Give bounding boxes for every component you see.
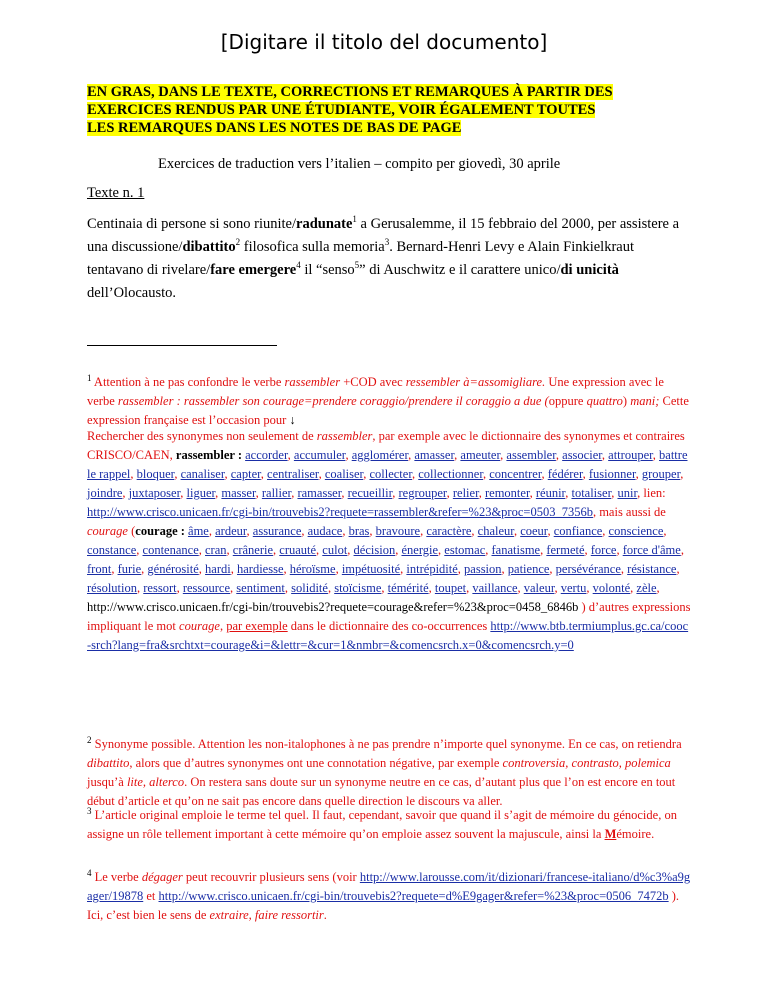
synonym-link[interactable]: ressource [182,581,231,595]
synonym-link[interactable]: regrouper [398,486,447,500]
synonym-link[interactable]: sentiment [236,581,285,595]
synonym-link[interactable]: assembler [506,448,556,462]
synonym-link[interactable]: volonté [592,581,631,595]
document-header: [Digitare il titolo del documento] [220,30,548,54]
warning-line-3: LES REMARQUES DANS LES NOTES DE BAS DE PAGE [87,120,462,136]
synonym-link[interactable]: capter [230,467,261,481]
synonym-link[interactable]: totaliser [571,486,612,500]
warning-line-2: EXERCICES RENDUS PAR UNE ÉTUDIANTE, VOIR ÉGALEMENT TOUTES [87,102,596,118]
synonym-link[interactable]: coeur [520,524,548,538]
termium-link[interactable]: http://www.btb.termiumplus.gc.ca/cooc-srch?lang=fra&srchtxt=courage&i=&lettr=&cur=1&nmbr=&comencsrch.x=0&comencsrch.y=0 [87,619,689,652]
synonym-link[interactable]: assurance [252,524,302,538]
crisco-link-rassembler[interactable]: http://www.crisco.unicaen.fr/cgi-bin/trouvebis2?requete=rassembler&refer=%23&proc=0503_7356b [87,505,593,519]
synonym-link[interactable]: audace [307,524,343,538]
synonym-link[interactable]: passion [464,562,502,576]
synonym-link[interactable]: culot [322,543,348,557]
synonym-link[interactable]: rallier [261,486,292,500]
synonym-link[interactable]: fermeté [546,543,585,557]
synonym-link[interactable]: joindre [87,486,123,500]
synonym-link[interactable]: valeur [523,581,555,595]
synonym-link[interactable]: zèle [636,581,657,595]
synonym-link[interactable]: résistance [627,562,677,576]
footnote-1-synonyms: Rechercher des synonymes non seulement de rassembler, par exemple avec le dictionnaire des synonymes et contraires CRISCO/CAEN, rassembler : accorder, accumuler, agglomérer, amasser, ameuter, assembler, associer, attrouper, battre le rappel, bloquer, canaliser, capter, centraliser, coaliser, collecter, collectionner, concentrer, fédérer, fusionner, grouper, joindre, juxtaposer, liguer, masser, rallier, ramasser, recueillir, regrouper, relier, remonter, réunir, totaliser, unir, lien: http://www.crisco.unicaen.fr/cgi-bin/trouvebis2?requete=rassembler&refer=%23&proc=0503_7356b, mais aussi de courage (courage : âme, ardeur, assurance, audace, bras, bravoure, caractère, chaleur, coeur, confiance, conscience, constance, contenance, cran, crânerie, cruauté, culot, décision, énergie, estomac, fanatisme, fermeté, force, force d'âme, front, furie, générosité, hardi, hardiesse, héroïsme, impétuosité, intrépidité, passion, patience, persévérance, résistance, résolution, ressort, ressource, sentiment, solidité, stoïcisme, témérité, toupet, vaillance, valeur, vertu, volonté, zèle, http://www.crisco.unicaen.fr/cgi-bin/trouvebis2?requete=courage&refer=%23&proc=0458_6846b ) d’autres expressions impliquant le mot courage, par exemple dans le dictionnaire des co-occurrences http://www.btb.termiumplus.gc.ca/cooc-srch?lang=fra&srchtxt=courage&i=&lettr=&cur=1&nmbr=&comencsrch.x=0&comencsrch.y=0 [87,429,691,652]
synonym-link[interactable]: fusionner [588,467,636,481]
synonym-link[interactable]: front [87,562,112,576]
synonym-link[interactable]: vertu [560,581,587,595]
synonym-link[interactable]: énergie [401,543,439,557]
synonym-link[interactable]: générosité [147,562,199,576]
synonym-link[interactable]: chaleur [477,524,514,538]
synonym-link[interactable]: caractère [426,524,472,538]
synonym-link[interactable]: ramasser [297,486,342,500]
synonym-link[interactable]: impétuosité [341,562,401,576]
larousse-link[interactable]: http://www.larousse.com/it/dizionari/francese-italiano/d%c3%a9gager/19878 [87,870,691,903]
down-arrow-icon: ↓ [289,413,296,427]
synonym-link[interactable]: contenance [142,543,199,557]
footnote-3: $^3$ L’article original emploie le terme tel quel. Il faut, cependant, savoir que quand il s’agit de mémoire du génocide, on assigne un rôle tellement important à cette mémoire qu’on emploie assez souvent la majuscule, ainsi la Mémoire. [87,805,677,841]
synonym-link[interactable]: remonter [484,486,530,500]
synonym-link[interactable]: juxtaposer [128,486,181,500]
texte-label: Texte n. 1 [87,185,145,201]
synonym-link[interactable]: accumuler [293,448,346,462]
synonym-link[interactable]: ameuter [460,448,501,462]
synonym-link[interactable]: ardeur [215,524,247,538]
synonym-link[interactable]: estomac [444,543,486,557]
synonym-link[interactable]: bras [348,524,370,538]
synonym-link[interactable]: concentrer [489,467,542,481]
synonym-link[interactable]: unir [617,486,638,500]
synonym-link[interactable]: confiance [553,524,603,538]
synonym-link[interactable]: liguer [186,486,216,500]
synonym-link[interactable]: patience [507,562,550,576]
synonym-link[interactable]: associer [562,448,602,462]
synonym-link[interactable]: furie [117,562,142,576]
exercise-subtitle: Exercices de traduction vers l’italien – compito per giovedì, 30 aprile [158,156,561,172]
synonym-link[interactable]: vaillance [472,581,518,595]
footnote-separator [87,345,277,346]
synonym-link[interactable]: amasser [414,448,455,462]
synonym-link[interactable]: ressort [143,581,177,595]
crisco-link-courage[interactable]: http://www.crisco.unicaen.fr/cgi-bin/trouvebis2?requete=courage&refer=%23&proc=0458_6846b [87,600,579,614]
synonym-link[interactable]: réunir [535,486,566,500]
synonym-link[interactable]: crânerie [232,543,274,557]
crisco-link-degager[interactable]: http://www.crisco.unicaen.fr/cgi-bin/trouvebis2?requete=d%E9gager&refer=%23&proc=0506_7472b [158,889,669,903]
footnote-1: $^1$ Attention à ne pas confondre le verbe rassembler +COD avec ressembler à=assomigliare. Une expression avec le verbe rassembler : rassembler son courage=prendere coraggio/prendere il coraggio a due (oppure quattro) mani; Cette expression française est l’occasion pour ↓ [87,372,689,427]
italian-paragraph: Centinaia di persone si sono riunite/radunate$^1$ a Gerusalemme, il 15 febbraio del 2000, per assistere a una discussione/dibattito$^2$ filosofica sulla memoria$^3$. Bernard-Henri Levy e Alain Finkielkraut tentavano di rivelare/fare emergere$^4$ il “senso$^5$” di Auschwitz e il carattere unico/di unicità dell’Olocausto. [87,214,680,301]
synonym-link[interactable]: toupet [434,581,467,595]
synonym-link[interactable]: collectionner [418,467,483,481]
synonym-link[interactable]: relier [452,486,479,500]
synonym-link[interactable]: force [590,543,617,557]
synonym-link[interactable]: intrépidité [406,562,458,576]
synonym-link[interactable]: âme [188,524,209,538]
synonym-link[interactable]: héroïsme [289,562,336,576]
highlighted-warning [87,83,687,137]
synonym-list-courage: âme, ardeur, assurance, audace, bras, bravoure, caractère, chaleur, coeur, confiance, conscience, constance, contenance, cran, crânerie, cruauté, culot, décision, énergie, estomac, fanatisme, fermeté, force, force d'âme, front, furie, générosité, hardi, hardiesse, héroïsme, impétuosité, intrépidité, passion, patience, persévérance, résistance, résolution, ressort, ressource, sentiment, solidité, stoïcisme, témérité, toupet, vaillance, valeur, vertu, volonté, zèle, [87,524,684,595]
synonym-link[interactable]: témérité [387,581,429,595]
synonym-link[interactable]: attrouper [608,448,653,462]
synonym-link[interactable]: accorder [245,448,288,462]
synonym-link[interactable]: grouper [641,467,681,481]
synonym-link[interactable]: hardiesse [236,562,284,576]
synonym-link[interactable]: résolution [87,581,137,595]
footnote-2: $^2$ Synonyme possible. Attention les non-italophones à ne pas prendre n’importe quel synonyme. En ce cas, on retiendra dibattito, alors que d’autres synonymes ont une connotation négative, par exemple controversia, contrasto, polemica jusqu’à lite, alterco. On restera sans doute sur un synonyme neutre en ce cas, d’autant plus que l’on est encore en tout début d’article et qu’on ne sait pas encore dans quelle direction le discours va aller. [87,734,682,808]
synonym-link[interactable]: collecter [369,467,412,481]
synonym-link[interactable]: bravoure [375,524,421,538]
synonym-link[interactable]: battre le rappel [87,448,688,481]
synonym-link[interactable]: canaliser [180,467,225,481]
synonym-link[interactable]: fanatisme [491,543,541,557]
synonym-link[interactable]: centraliser [267,467,319,481]
synonym-link[interactable]: décision [353,543,396,557]
synonym-link[interactable]: solidité [291,581,328,595]
warning-line-1: EN GRAS, DANS LE TEXTE, CORRECTIONS ET REMARQUES À PARTIR DES [87,84,613,100]
footnote-4: $^4$ Le verbe dégager peut recouvrir plusieurs sens (voir http://www.larousse.com/it/dizionari/francese-italiano/d%c3%a9gager/19878 et http://www.crisco.unicaen.fr/cgi-bin/trouvebis2?requete=d%E9gager&refer=%23&proc=0506_7472b ). Ici, c’est bien le sens de extraire, faire ressortir. [87,867,691,922]
synonym-link[interactable]: agglomérer [351,448,409,462]
synonym-link[interactable]: bloquer [136,467,175,481]
synonym-link[interactable]: conscience [608,524,664,538]
synonym-link[interactable]: cran [205,543,227,557]
synonym-link[interactable]: persévérance [555,562,621,576]
synonym-link[interactable]: fédérer [547,467,583,481]
synonym-link[interactable]: recueillir [347,486,393,500]
synonym-link[interactable]: stoïcisme [334,581,382,595]
synonym-link[interactable]: coaliser [324,467,364,481]
synonym-link[interactable]: hardi [205,562,231,576]
synonym-link[interactable]: constance [87,543,137,557]
synonym-list-rassembler: accorder, accumuler, agglomérer, amasser, ameuter, assembler, associer, attrouper, battre le rappel, bloquer, canaliser, capter, centraliser, coaliser, collecter, collectionner, concentrer, fédérer, fusionner, grouper, joindre, juxtaposer, liguer, masser, rallier, ramasser, recueillir, regrouper, relier, remonter, réunir, totaliser, unir, [87,448,688,500]
synonym-link[interactable]: masser [221,486,256,500]
synonym-link[interactable]: cruauté [279,543,317,557]
synonym-link[interactable]: force d'âme [622,543,681,557]
